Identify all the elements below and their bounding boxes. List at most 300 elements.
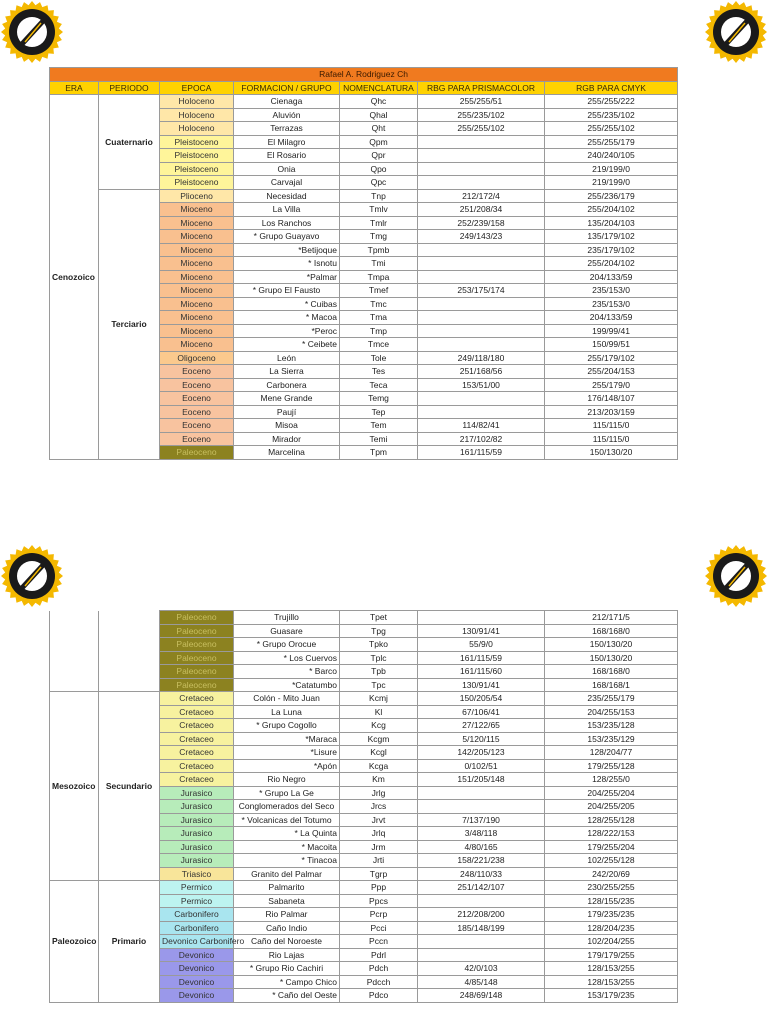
rbg-cell: 161/115/60	[418, 665, 545, 679]
formacion-cell: * Tinacoa	[234, 854, 340, 868]
formacion-cell: *Palmar	[234, 270, 340, 284]
rbg-cell: 4/85/148	[418, 975, 545, 989]
epoca-cell: Devonico	[160, 989, 234, 1003]
nomenclatura-cell: Qpm	[340, 135, 418, 149]
epoca-cell: Mioceno	[160, 257, 234, 271]
epoca-cell: Mioceno	[160, 284, 234, 298]
nomenclatura-cell: Temg	[340, 392, 418, 406]
nomenclatura-cell: Tmpa	[340, 270, 418, 284]
cmyk-cell: 240/240/105	[545, 149, 678, 163]
cmyk-cell: 212/171/5	[545, 611, 678, 625]
cmyk-cell: 199/99/41	[545, 324, 678, 338]
nomenclatura-cell: Kl	[340, 705, 418, 719]
rbg-cell: 161/115/59	[418, 446, 545, 460]
table-row	[50, 95, 678, 109]
epoca-cell: Mioceno	[160, 270, 234, 284]
formacion-cell: * Los Cuervos	[234, 651, 340, 665]
formacion-cell: *Betijoque	[234, 243, 340, 257]
formacion-cell: Colón - Mito Juan	[234, 692, 340, 706]
cmyk-cell: 230/255/255	[545, 881, 678, 895]
rbg-cell	[418, 405, 545, 419]
formacion-cell: Sabaneta	[234, 894, 340, 908]
rbg-cell	[418, 270, 545, 284]
nomenclatura-cell: Tpm	[340, 446, 418, 460]
cmyk-cell: 102/204/255	[545, 935, 678, 949]
period-label: Primario	[99, 881, 160, 1003]
column-header: RGB PARA CMYK	[545, 81, 678, 95]
era-label	[50, 611, 99, 692]
cmyk-cell: 135/204/103	[545, 216, 678, 230]
epoca-cell: Jurasico	[160, 786, 234, 800]
cmyk-cell: 128/204/77	[545, 746, 678, 760]
rbg-cell: 67/106/41	[418, 705, 545, 719]
epoca-cell: Eoceno	[160, 432, 234, 446]
rbg-cell: 253/175/174	[418, 284, 545, 298]
rbg-cell: 158/221/238	[418, 854, 545, 868]
formacion-cell: Palmarito	[234, 881, 340, 895]
epoca-cell: Permico	[160, 881, 234, 895]
cmyk-cell: 179/179/255	[545, 948, 678, 962]
formacion-cell: Mirador	[234, 432, 340, 446]
formacion-cell: * Ceibete	[234, 338, 340, 352]
nomenclatura-cell: Tole	[340, 351, 418, 365]
formacion-cell: Carvajal	[234, 176, 340, 190]
cmyk-cell: 150/130/20	[545, 446, 678, 460]
formacion-cell: Mene Grande	[234, 392, 340, 406]
nomenclatura-cell: Pdch	[340, 962, 418, 976]
cmyk-cell: 255/204/153	[545, 365, 678, 379]
rbg-cell: 130/91/41	[418, 678, 545, 692]
formacion-cell: León	[234, 351, 340, 365]
rbg-cell: 161/115/59	[418, 651, 545, 665]
seal-icon	[0, 544, 64, 608]
formacion-cell: Necesidad	[234, 189, 340, 203]
nomenclatura-cell: Qhc	[340, 95, 418, 109]
nomenclatura-cell: Km	[340, 773, 418, 787]
epoca-cell: Paleoceno	[160, 678, 234, 692]
cmyk-cell: 128/155/235	[545, 894, 678, 908]
cmyk-cell: 204/133/59	[545, 311, 678, 325]
rbg-cell: 251/168/56	[418, 365, 545, 379]
formacion-cell: * La Quinta	[234, 827, 340, 841]
nomenclatura-cell: Qpo	[340, 162, 418, 176]
epoca-cell: Eoceno	[160, 405, 234, 419]
nomenclatura-cell: Qht	[340, 122, 418, 136]
formacion-cell: Rio Lajas	[234, 948, 340, 962]
formacion-cell: * Cuibas	[234, 297, 340, 311]
cmyk-cell: 213/203/159	[545, 405, 678, 419]
cmyk-cell: 204/133/59	[545, 270, 678, 284]
rbg-cell	[418, 162, 545, 176]
rbg-cell: 249/118/180	[418, 351, 545, 365]
cmyk-cell: 204/255/204	[545, 786, 678, 800]
cmyk-cell: 179/255/128	[545, 759, 678, 773]
formacion-cell: La Sierra	[234, 365, 340, 379]
formacion-cell: Cienaga	[234, 95, 340, 109]
nomenclatura-cell: Tmef	[340, 284, 418, 298]
epoca-cell: Paleoceno	[160, 624, 234, 638]
nomenclatura-cell: Tpko	[340, 638, 418, 652]
geology-table-cenozoic	[49, 67, 678, 460]
epoca-cell: Jurasico	[160, 827, 234, 841]
formacion-cell: * Isnotu	[234, 257, 340, 271]
rbg-cell: 255/235/102	[418, 108, 545, 122]
column-header: PERIODO	[99, 81, 160, 95]
cmyk-cell: 255/204/102	[545, 257, 678, 271]
formacion-cell: Caño Indio	[234, 921, 340, 935]
formacion-cell: El Rosario	[234, 149, 340, 163]
rbg-cell: 3/48/118	[418, 827, 545, 841]
epoca-cell: Mioceno	[160, 230, 234, 244]
period-label: Secundario	[99, 692, 160, 881]
rbg-cell	[418, 786, 545, 800]
nomenclatura-cell: Jrlq	[340, 827, 418, 841]
era-label: Cenozoico	[50, 95, 99, 460]
column-header: NOMENCLATURA	[340, 81, 418, 95]
cmyk-cell: 235/153/0	[545, 297, 678, 311]
nomenclatura-cell: Tep	[340, 405, 418, 419]
cmyk-cell: 150/99/51	[545, 338, 678, 352]
nomenclatura-cell: Qhal	[340, 108, 418, 122]
epoca-cell: Paleoceno	[160, 651, 234, 665]
cmyk-cell: 115/115/0	[545, 432, 678, 446]
cmyk-cell: 168/168/1	[545, 678, 678, 692]
epoca-cell: Holoceno	[160, 108, 234, 122]
rbg-cell: 251/142/107	[418, 881, 545, 895]
rbg-cell	[418, 611, 545, 625]
epoca-cell: Jurasico	[160, 840, 234, 854]
epoca-cell: Mioceno	[160, 311, 234, 325]
nomenclatura-cell: Tmlr	[340, 216, 418, 230]
epoca-cell: Paleoceno	[160, 665, 234, 679]
formacion-cell: *Lisure	[234, 746, 340, 760]
epoca-cell: Eoceno	[160, 419, 234, 433]
rbg-cell	[418, 948, 545, 962]
rbg-cell	[418, 935, 545, 949]
epoca-cell: Mioceno	[160, 338, 234, 352]
nomenclatura-cell: Pdrl	[340, 948, 418, 962]
cmyk-cell: 219/199/0	[545, 162, 678, 176]
formacion-cell: * Macoita	[234, 840, 340, 854]
formacion-cell: Misoa	[234, 419, 340, 433]
cmyk-cell: 179/235/235	[545, 908, 678, 922]
rbg-cell	[418, 338, 545, 352]
formacion-cell: Granito del Palmar	[234, 867, 340, 881]
nomenclatura-cell: Ppcs	[340, 894, 418, 908]
rbg-cell: 27/122/65	[418, 719, 545, 733]
rbg-cell: 130/91/41	[418, 624, 545, 638]
formacion-cell: Aluvión	[234, 108, 340, 122]
formacion-cell: Conglomerados del Seco	[234, 800, 340, 814]
cmyk-cell: 168/168/0	[545, 624, 678, 638]
formacion-cell: * Grupo El Fausto	[234, 284, 340, 298]
formacion-cell: * Caño del Oeste	[234, 989, 340, 1003]
nomenclatura-cell: Tmp	[340, 324, 418, 338]
formacion-cell: Guasare	[234, 624, 340, 638]
era-label: Mesozoico	[50, 692, 99, 881]
epoca-cell: Paleoceno	[160, 611, 234, 625]
cmyk-cell: 235/255/179	[545, 692, 678, 706]
rbg-cell: 251/208/34	[418, 203, 545, 217]
nomenclatura-cell: Tmi	[340, 257, 418, 271]
formacion-cell: *Apón	[234, 759, 340, 773]
epoca-cell: Oligoceno	[160, 351, 234, 365]
rbg-cell: 248/110/33	[418, 867, 545, 881]
formacion-cell: Marcelina	[234, 446, 340, 460]
nomenclatura-cell: Tplc	[340, 651, 418, 665]
rbg-cell: 185/148/199	[418, 921, 545, 935]
rbg-cell	[418, 243, 545, 257]
formacion-cell: Carbonera	[234, 378, 340, 392]
period-label: Terciario	[99, 189, 160, 459]
epoca-cell: Paleoceno	[160, 446, 234, 460]
nomenclatura-cell: Qpr	[340, 149, 418, 163]
formacion-cell: Rio Palmar	[234, 908, 340, 922]
nomenclatura-cell: Kcgl	[340, 746, 418, 760]
period-label	[99, 611, 160, 692]
seal-icon	[0, 0, 64, 64]
epoca-cell: Cretaceo	[160, 746, 234, 760]
formacion-cell: Caño del Noroeste	[234, 935, 340, 949]
rbg-cell	[418, 324, 545, 338]
nomenclatura-cell: Jrlg	[340, 786, 418, 800]
formacion-cell: * Grupo Orocue	[234, 638, 340, 652]
formacion-cell: Rio Negro	[234, 773, 340, 787]
formacion-cell: Onia	[234, 162, 340, 176]
epoca-cell: Mioceno	[160, 216, 234, 230]
epoca-cell: Devonico	[160, 948, 234, 962]
nomenclatura-cell: Tpet	[340, 611, 418, 625]
nomenclatura-cell: Teca	[340, 378, 418, 392]
header-row	[50, 81, 678, 95]
cmyk-cell: 204/255/205	[545, 800, 678, 814]
nomenclatura-cell: Jrvt	[340, 813, 418, 827]
nomenclatura-cell: Tmc	[340, 297, 418, 311]
rbg-cell: 0/102/51	[418, 759, 545, 773]
column-header: RBG PARA PRISMACOLOR	[418, 81, 545, 95]
nomenclatura-cell: Tgrp	[340, 867, 418, 881]
epoca-cell: Devonico	[160, 962, 234, 976]
epoca-cell: Paleoceno	[160, 638, 234, 652]
cmyk-cell: 128/204/235	[545, 921, 678, 935]
formacion-cell: El Milagro	[234, 135, 340, 149]
nomenclatura-cell: Jrm	[340, 840, 418, 854]
epoca-cell: Carbonifero	[160, 921, 234, 935]
epoca-cell: Pleistoceno	[160, 149, 234, 163]
rbg-cell: 249/143/23	[418, 230, 545, 244]
nomenclatura-cell: Tmlv	[340, 203, 418, 217]
rbg-cell: 212/172/4	[418, 189, 545, 203]
seal-icon	[704, 544, 768, 608]
cmyk-cell: 150/130/20	[545, 638, 678, 652]
formacion-cell: Paují	[234, 405, 340, 419]
nomenclatura-cell: Tpb	[340, 665, 418, 679]
formacion-cell: * Grupo Rio Cachiri	[234, 962, 340, 976]
rbg-cell	[418, 135, 545, 149]
formacion-cell: * Barco	[234, 665, 340, 679]
epoca-cell: Holoceno	[160, 95, 234, 109]
cmyk-cell: 128/255/0	[545, 773, 678, 787]
nomenclatura-cell: Tpmb	[340, 243, 418, 257]
cmyk-cell: 150/130/20	[545, 651, 678, 665]
nomenclatura-cell: Jrti	[340, 854, 418, 868]
cmyk-cell: 219/199/0	[545, 176, 678, 190]
rbg-cell: 255/255/102	[418, 122, 545, 136]
table-row	[50, 881, 678, 895]
rbg-cell: 255/255/51	[418, 95, 545, 109]
rbg-cell: 153/51/00	[418, 378, 545, 392]
formacion-cell: Terrazas	[234, 122, 340, 136]
nomenclatura-cell: Tpg	[340, 624, 418, 638]
rbg-cell	[418, 297, 545, 311]
nomenclatura-cell: Jrcs	[340, 800, 418, 814]
rbg-cell: 5/120/115	[418, 732, 545, 746]
epoca-cell: Triasico	[160, 867, 234, 881]
rbg-cell: 7/137/190	[418, 813, 545, 827]
cmyk-cell: 235/153/0	[545, 284, 678, 298]
epoca-cell: Eoceno	[160, 365, 234, 379]
nomenclatura-cell: Pdco	[340, 989, 418, 1003]
epoca-cell: Mioceno	[160, 324, 234, 338]
cmyk-cell: 128/222/153	[545, 827, 678, 841]
cmyk-cell: 255/204/102	[545, 203, 678, 217]
geology-table-mesozoic-paleozoic	[49, 610, 678, 1003]
formacion-cell: La Luna	[234, 705, 340, 719]
cmyk-cell: 255/179/0	[545, 378, 678, 392]
formacion-cell: *Peroc	[234, 324, 340, 338]
epoca-cell: Plioceno	[160, 189, 234, 203]
epoca-cell: Cretaceo	[160, 705, 234, 719]
nomenclatura-cell: Tpc	[340, 678, 418, 692]
epoca-cell: Devonico	[160, 975, 234, 989]
rbg-cell: 151/205/148	[418, 773, 545, 787]
formacion-cell: * Macoa	[234, 311, 340, 325]
formacion-cell: La Villa	[234, 203, 340, 217]
nomenclatura-cell: Temi	[340, 432, 418, 446]
cmyk-cell: 242/20/69	[545, 867, 678, 881]
rbg-cell	[418, 800, 545, 814]
formacion-cell: *Catatumbo	[234, 678, 340, 692]
rbg-cell: 114/82/41	[418, 419, 545, 433]
nomenclatura-cell: Pccn	[340, 935, 418, 949]
cmyk-cell: 255/255/102	[545, 122, 678, 136]
epoca-cell: Jurasico	[160, 800, 234, 814]
cmyk-cell: 128/255/128	[545, 813, 678, 827]
formacion-cell: *Maraca	[234, 732, 340, 746]
rbg-cell	[418, 257, 545, 271]
nomenclatura-cell: Pcci	[340, 921, 418, 935]
table-title: Rafael A. Rodriguez Ch	[50, 68, 678, 82]
cmyk-cell: 135/179/102	[545, 230, 678, 244]
epoca-cell: Jurasico	[160, 813, 234, 827]
nomenclatura-cell: Kcmj	[340, 692, 418, 706]
nomenclatura-cell: Tmce	[340, 338, 418, 352]
column-header: FORMACION / GRUPO	[234, 81, 340, 95]
epoca-cell: Pleistoceno	[160, 135, 234, 149]
nomenclatura-cell: Kcga	[340, 759, 418, 773]
cmyk-cell: 102/255/128	[545, 854, 678, 868]
cmyk-cell: 128/153/255	[545, 975, 678, 989]
cmyk-cell: 235/179/102	[545, 243, 678, 257]
cmyk-cell: 255/236/179	[545, 189, 678, 203]
epoca-cell: Cretaceo	[160, 732, 234, 746]
nomenclatura-cell: Ppp	[340, 881, 418, 895]
period-label: Cuaternario	[99, 95, 160, 190]
rbg-cell	[418, 176, 545, 190]
cmyk-cell: 128/153/255	[545, 962, 678, 976]
rbg-cell	[418, 392, 545, 406]
nomenclatura-cell: Tnp	[340, 189, 418, 203]
epoca-cell: Eoceno	[160, 392, 234, 406]
cmyk-cell: 179/255/204	[545, 840, 678, 854]
cmyk-cell: 255/255/179	[545, 135, 678, 149]
cmyk-cell: 255/255/222	[545, 95, 678, 109]
table-row	[50, 611, 678, 625]
cmyk-cell: 153/235/128	[545, 719, 678, 733]
nomenclatura-cell: Pdcch	[340, 975, 418, 989]
nomenclatura-cell: Tma	[340, 311, 418, 325]
formacion-cell: * Volcanicas del Totumo	[234, 813, 340, 827]
cmyk-cell: 115/115/0	[545, 419, 678, 433]
column-header: ERA	[50, 81, 99, 95]
nomenclatura-cell: Tes	[340, 365, 418, 379]
rbg-cell	[418, 149, 545, 163]
rbg-cell: 212/208/200	[418, 908, 545, 922]
rbg-cell: 248/69/148	[418, 989, 545, 1003]
epoca-cell: Permico	[160, 894, 234, 908]
nomenclatura-cell: Qpc	[340, 176, 418, 190]
epoca-cell: Cretaceo	[160, 692, 234, 706]
epoca-cell: Pleistoceno	[160, 162, 234, 176]
nomenclatura-cell: Kcg	[340, 719, 418, 733]
rbg-cell	[418, 311, 545, 325]
formacion-cell: * Grupo Cogollo	[234, 719, 340, 733]
cmyk-cell: 255/235/102	[545, 108, 678, 122]
cmyk-cell: 204/255/153	[545, 705, 678, 719]
rbg-cell: 4/80/165	[418, 840, 545, 854]
epoca-cell: Eoceno	[160, 378, 234, 392]
table-row	[50, 189, 678, 203]
cmyk-cell: 168/168/0	[545, 665, 678, 679]
nomenclatura-cell: Tmg	[340, 230, 418, 244]
formacion-cell: * Campo Chico	[234, 975, 340, 989]
cmyk-cell: 176/148/107	[545, 392, 678, 406]
formacion-cell: * Grupo La Ge	[234, 786, 340, 800]
rbg-cell: 150/205/54	[418, 692, 545, 706]
rbg-cell: 217/102/82	[418, 432, 545, 446]
title-row	[50, 68, 678, 82]
epoca-cell: Pleistoceno	[160, 176, 234, 190]
rbg-cell	[418, 894, 545, 908]
seal-icon	[704, 0, 768, 64]
epoca-cell: Mioceno	[160, 243, 234, 257]
rbg-cell: 252/239/158	[418, 216, 545, 230]
nomenclatura-cell: Tem	[340, 419, 418, 433]
epoca-cell: Carbonifero	[160, 908, 234, 922]
column-header: EPOCA	[160, 81, 234, 95]
cmyk-cell: 153/235/129	[545, 732, 678, 746]
rbg-cell: 142/205/123	[418, 746, 545, 760]
epoca-cell: Holoceno	[160, 122, 234, 136]
epoca-cell: Jurasico	[160, 854, 234, 868]
epoca-cell: Devonico Carbonifero	[160, 935, 234, 949]
epoca-cell: Cretaceo	[160, 773, 234, 787]
formacion-cell: Los Ranchos	[234, 216, 340, 230]
nomenclatura-cell: Kcgm	[340, 732, 418, 746]
cmyk-cell: 153/179/235	[545, 989, 678, 1003]
epoca-cell: Mioceno	[160, 297, 234, 311]
formacion-cell: Trujillo	[234, 611, 340, 625]
